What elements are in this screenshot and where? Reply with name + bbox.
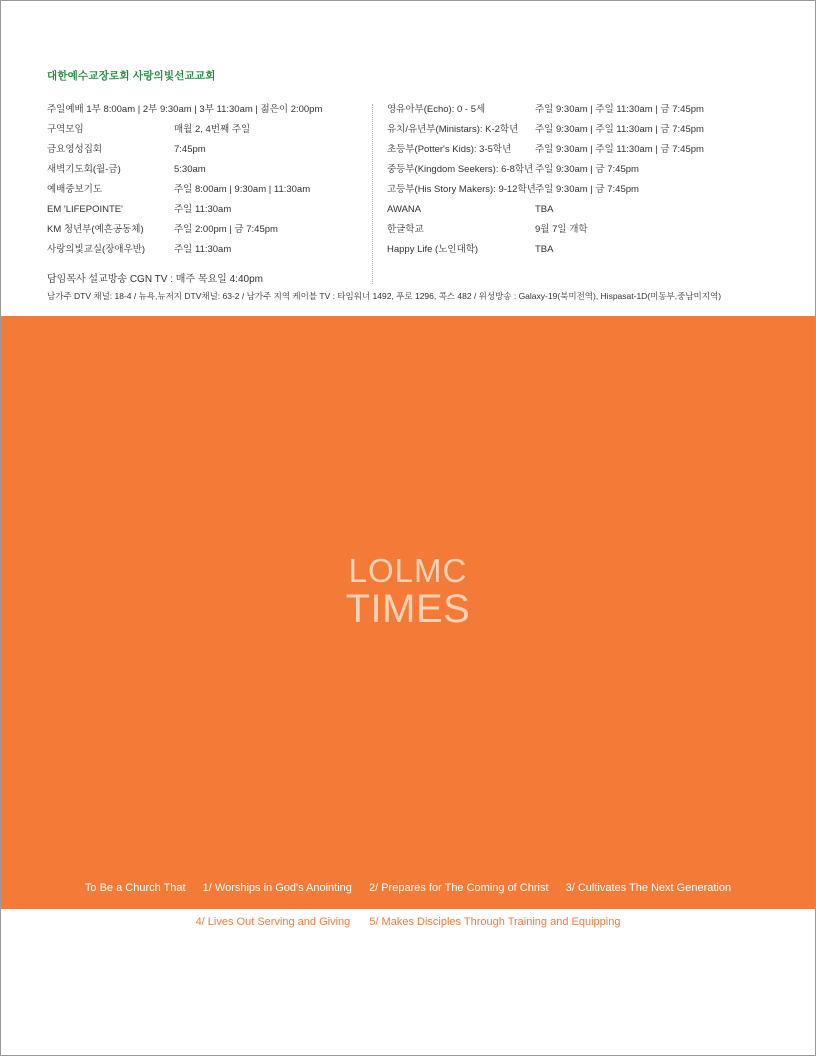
schedule-label: 예배중보기도 [47, 184, 103, 195]
schedule-label: 고등부(His Story Makers): 9-12학년 [387, 184, 536, 195]
broadcast-line-2: 남가주 DTV 채널: 18-4 / 뉴욕,뉴저지 DTV채널: 63-2 / 남가주 지역 케이블 TV : 타임워너 1492, 푸로 1296, 콕스 482 / 위성방송 : Galaxy-19(북미전역), Hispasat-1D(미동부,중남미지역) [47, 291, 722, 301]
schedule-value: 주일 9:30am | 주일 11:30am | 금 7:45pm [535, 104, 704, 115]
schedule-row [47, 200, 377, 220]
schedule-value: 주일 11:30am [174, 244, 232, 255]
schedule-label: 한글학교 [387, 224, 424, 235]
schedule-label: 유치/유년부(Ministars): K-2학년 [387, 124, 519, 135]
schedule-label: 새벽기도회(월-금) [47, 164, 121, 175]
schedule-row [387, 120, 787, 140]
schedule-label: 중등부(Kingdom Seekers): 6-8학년 [387, 164, 534, 175]
cover-orange-panel [1, 316, 815, 909]
mission-item: 3/ Cultivates The Next Generation [565, 882, 732, 894]
schedule-label: 주일예배 1부 8:00am | 2부 9:30am | 3부 11:30am | 젊은이 2:00pm [47, 104, 323, 115]
schedule-row [387, 240, 787, 260]
schedule-value: 주일 8:00am | 9:30am | 11:30am [174, 184, 311, 195]
schedule-left-column [47, 100, 377, 260]
schedule-value: TBA [535, 244, 554, 255]
schedule-row [47, 240, 377, 260]
schedule-value: 9월 7일 개학 [535, 224, 588, 235]
schedule-label: KM 청년부(예흔공동체) [47, 224, 144, 235]
broadcast-line-1: 담임목사 설교방송 CGN TV : 매주 목요일 4:40pm [47, 274, 263, 285]
schedule-value: 주일 9:30am | 금 7:45pm [535, 184, 639, 195]
schedule-value: 주일 11:30am [174, 204, 232, 215]
schedule-row [387, 100, 787, 120]
schedule-row [47, 180, 377, 200]
schedule-value: 주일 2:00pm | 금 7:45pm [174, 224, 278, 235]
schedule-label: EM 'LIFEPOINTE' [47, 204, 123, 215]
schedule-label: 사랑의빛교실(장애우반) [47, 244, 146, 255]
column-divider [372, 104, 373, 284]
schedule-row [387, 200, 787, 220]
broadcast-info [47, 272, 787, 304]
schedule-value: 매월 2, 4번째 주일 [174, 124, 251, 135]
schedule-row [387, 220, 787, 240]
schedule-label: 구역모임 [47, 124, 84, 135]
mission-row-1 [1, 882, 815, 894]
schedule-value: 7:45pm [174, 144, 206, 155]
logo-line-1: LOLMC [348, 552, 468, 589]
schedule-value: 주일 9:30am | 주일 11:30am | 금 7:45pm [535, 144, 704, 155]
schedule-row [47, 100, 377, 120]
schedule-row [387, 180, 787, 200]
schedule-value: 5:30am [174, 164, 206, 175]
schedule-row [387, 140, 787, 160]
schedule-label: 초등부(Potter's Kids): 3-5학년 [387, 144, 512, 155]
lolmc-times-logo [1, 554, 815, 630]
schedule-label: 영유아부(Echo): 0 - 5세 [387, 104, 486, 115]
schedule-row [47, 220, 377, 240]
schedule-row [387, 160, 787, 180]
schedule-right-column [387, 100, 787, 260]
schedule-label: Happy Life (노인대학) [387, 244, 479, 255]
schedule-label: AWANA [387, 204, 422, 215]
mission-item: 1/ Worships in God's Anointing [202, 882, 352, 894]
church-title: 대한예수교장로회 사랑의빛선교교회 [47, 70, 216, 82]
schedule-value: 주일 9:30am | 금 7:45pm [535, 164, 639, 175]
mission-row-2 [1, 916, 815, 928]
mission-item: 2/ Prepares for The Coming of Christ [368, 882, 549, 894]
schedule-row [47, 140, 377, 160]
schedule-value: TBA [535, 204, 554, 215]
mission-item: 4/ Lives Out Serving and Giving [195, 916, 351, 928]
schedule-row [47, 160, 377, 180]
schedule-section [47, 68, 787, 301]
schedule-label: 금요영성집회 [47, 144, 103, 155]
logo-line-2: TIMES [345, 587, 471, 631]
mission-intro: To Be a Church That [84, 882, 186, 894]
mission-item: 5/ Makes Disciples Through Training and Equipping [369, 916, 621, 928]
schedule-row [47, 120, 377, 140]
schedule-value: 주일 9:30am | 주일 11:30am | 금 7:45pm [535, 124, 704, 135]
